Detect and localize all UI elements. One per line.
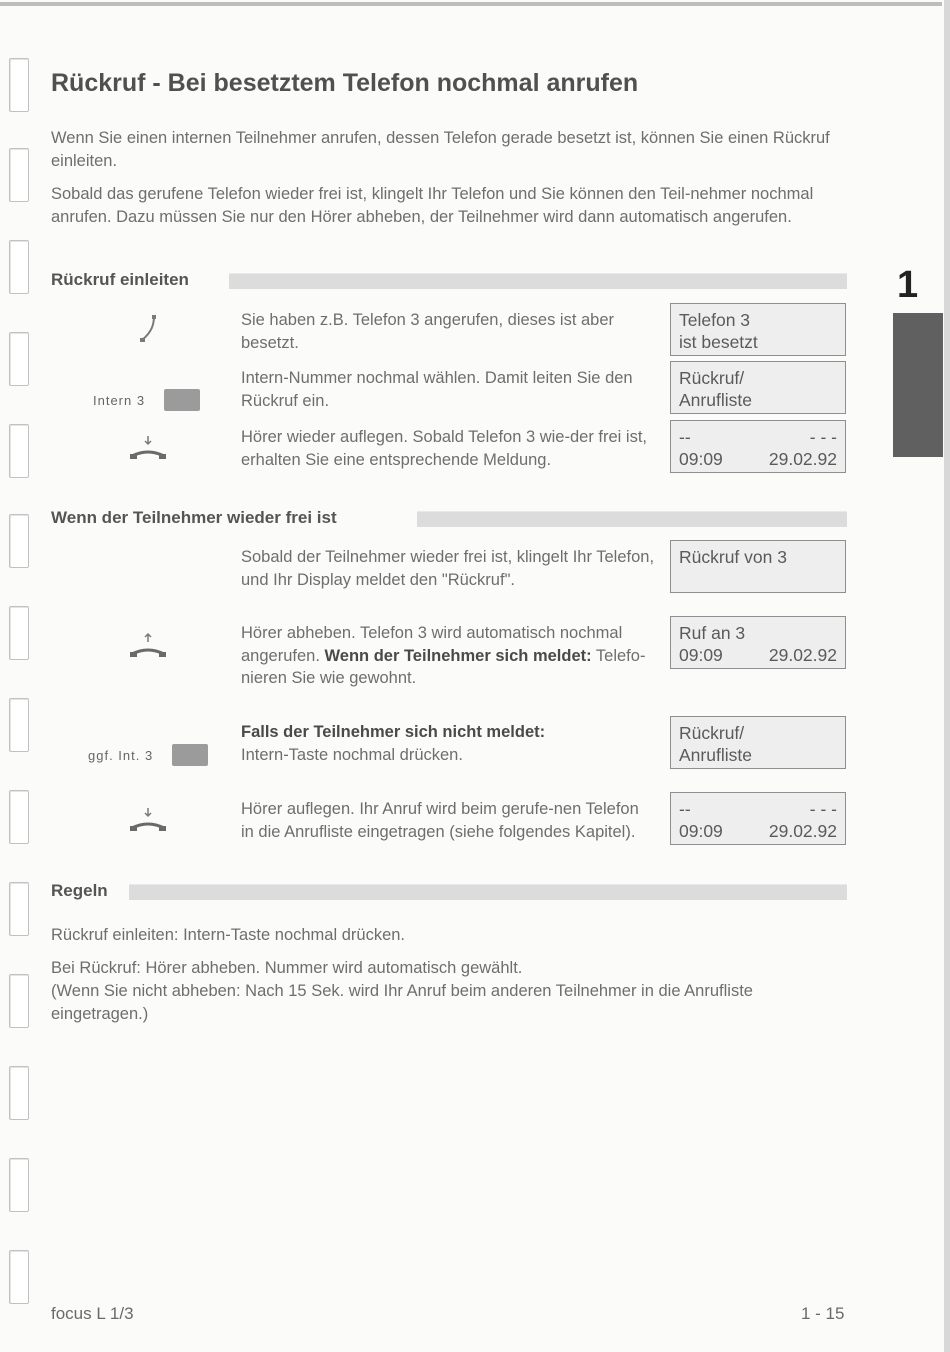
step-text-klingelt: Sobald der Teilnehmer wieder frei ist, klingelt Ihr Telefon, und Ihr Display meldet den "Rückruf".	[241, 548, 655, 589]
display-line: ist besetzt	[679, 332, 758, 352]
binder-hole	[9, 698, 29, 752]
display-time: 09:09	[679, 645, 723, 665]
display-row	[679, 426, 837, 448]
intro-paragraph-2: Sobald das gerufene Telefon wieder frei ist, klingelt Ihr Telefon und Sie können den Teil-nehmer nochmal anrufen. Dazu müssen Sie nur den Hörer abheben, der Teilnehmer wird dann automatisch angerufen.	[51, 185, 814, 226]
binder-hole	[9, 974, 29, 1028]
binder-hole	[9, 514, 29, 568]
step-text-besetzt: Sie haben z.B. Telefon 3 angerufen, dieses ist aber besetzt.	[241, 311, 615, 352]
display-row	[679, 798, 837, 820]
binder-hole	[9, 424, 29, 478]
intro-paragraph-1: Wenn Sie einen internen Teilnehmer anrufen, dessen Telefon gerade besetzt ist, können Sie einen Rückruf einleiten.	[51, 129, 830, 170]
key-label-ggf-int-3: ggf. Int. 3	[88, 748, 154, 763]
intern-key-button[interactable]	[164, 389, 200, 411]
step-text-bold: Wenn der Teilnehmer sich meldet:	[324, 646, 592, 665]
display-row	[679, 448, 837, 470]
step-text: Telefo-nieren Sie wie gewohnt.	[241, 646, 646, 687]
rules-paragraph-3: (Wenn Sie nicht abheben: Nach 15 Sek. wird Ihr Anruf beim anderen Teilnehmer in die Anrufliste eingetragen.)	[51, 982, 753, 1023]
binder-hole	[9, 240, 29, 294]
binder-hole	[9, 606, 29, 660]
chapter-number: 1	[897, 264, 919, 306]
hang-up-handset-icon	[128, 806, 168, 842]
pick-up-handset-icon	[128, 632, 168, 668]
binder-hole	[9, 882, 29, 936]
display-line: Ruf an 3	[679, 623, 746, 643]
display-line: Rückruf von 3	[679, 547, 787, 567]
display-line: - - -	[809, 427, 837, 447]
display-line: Anrufliste	[679, 390, 752, 410]
display-line: Telefon 3	[679, 310, 751, 330]
step-text-intern-nummer: Intern-Nummer nochmal wählen. Damit leiten Sie den Rückruf ein.	[241, 369, 633, 410]
binder-hole	[9, 58, 29, 112]
rules-paragraph-2: Bei Rückruf: Hörer abheben. Nummer wird automatisch gewählt.	[51, 959, 523, 977]
display-date: 29.02.92	[768, 821, 837, 841]
display-datum-zeit	[670, 792, 846, 845]
binder-hole	[9, 1158, 29, 1212]
display-rueckruf-anrufliste	[670, 716, 846, 769]
step-text: Intern-Taste nochmal drücken.	[241, 745, 463, 764]
binder-hole	[9, 790, 29, 844]
display-line: - - -	[809, 799, 837, 819]
display-row	[679, 644, 837, 666]
binder-hole	[9, 332, 29, 386]
display-line: Rückruf/	[679, 723, 745, 743]
binder-hole	[9, 1066, 29, 1120]
display-datum-zeit	[670, 420, 846, 473]
rules-paragraph-1: Rückruf einleiten: Intern-Taste nochmal drücken.	[51, 926, 406, 944]
page-edge	[944, 0, 950, 1352]
display-rueckruf-von	[670, 540, 846, 593]
display-rueckruf-anrufliste	[670, 361, 846, 414]
display-ruf-an	[670, 616, 846, 669]
step-text-hoerer-abheben	[241, 622, 656, 690]
top-rule	[0, 2, 942, 6]
display-date: 29.02.92	[768, 645, 837, 665]
display-line: --	[679, 427, 691, 447]
key-label-intern-3: Intern 3	[93, 393, 146, 408]
binder-hole	[9, 148, 29, 202]
display-telefon-besetzt	[670, 303, 846, 356]
section-rule	[229, 273, 847, 289]
footer-page-number: 1 - 15	[801, 1304, 845, 1323]
display-row	[679, 820, 837, 842]
hang-up-handset-icon	[128, 434, 168, 470]
step-text: Hörer abheben. Telefon 3 wird automatisch nochmal angerufen.	[241, 624, 623, 665]
section-rule	[417, 511, 847, 527]
handset-ringing-icon	[132, 312, 172, 348]
page-title: Rückruf - Bei besetztem Telefon nochmal anrufen	[51, 69, 639, 97]
display-line: --	[679, 799, 691, 819]
binder-holes	[9, 0, 29, 1352]
display-date: 29.02.92	[768, 449, 837, 469]
section-heading-rueckruf-einleiten: Rückruf einleiten	[51, 270, 189, 289]
chapter-tab-marker	[893, 313, 943, 457]
display-line: Rückruf/	[679, 368, 745, 388]
footer-product: focus L 1/3	[51, 1304, 134, 1323]
section-heading-regeln: Regeln	[51, 881, 108, 900]
display-time: 09:09	[679, 449, 723, 469]
section-heading-teilnehmer-frei: Wenn der Teilnehmer wieder frei ist	[51, 508, 337, 527]
binder-hole	[9, 1250, 29, 1304]
display-line: Anrufliste	[679, 745, 752, 765]
intern-key-button[interactable]	[172, 744, 208, 766]
section-rule	[129, 884, 847, 900]
step-text-hoerer-auflegen: Hörer wieder auflegen. Sobald Telefon 3 wie-der frei ist, erhalten Sie eine entsprechende Meldung.	[241, 428, 647, 469]
step-text-bold: Falls der Teilnehmer sich nicht meldet:	[241, 723, 546, 741]
step-text-nicht-meldet	[241, 721, 656, 766]
step-text-anrufliste: Hörer auflegen. Ihr Anruf wird beim gerufe-nen Telefon in die Anrufliste eingetragen (siehe folgendes Kapitel).	[241, 800, 639, 841]
display-time: 09:09	[679, 821, 723, 841]
